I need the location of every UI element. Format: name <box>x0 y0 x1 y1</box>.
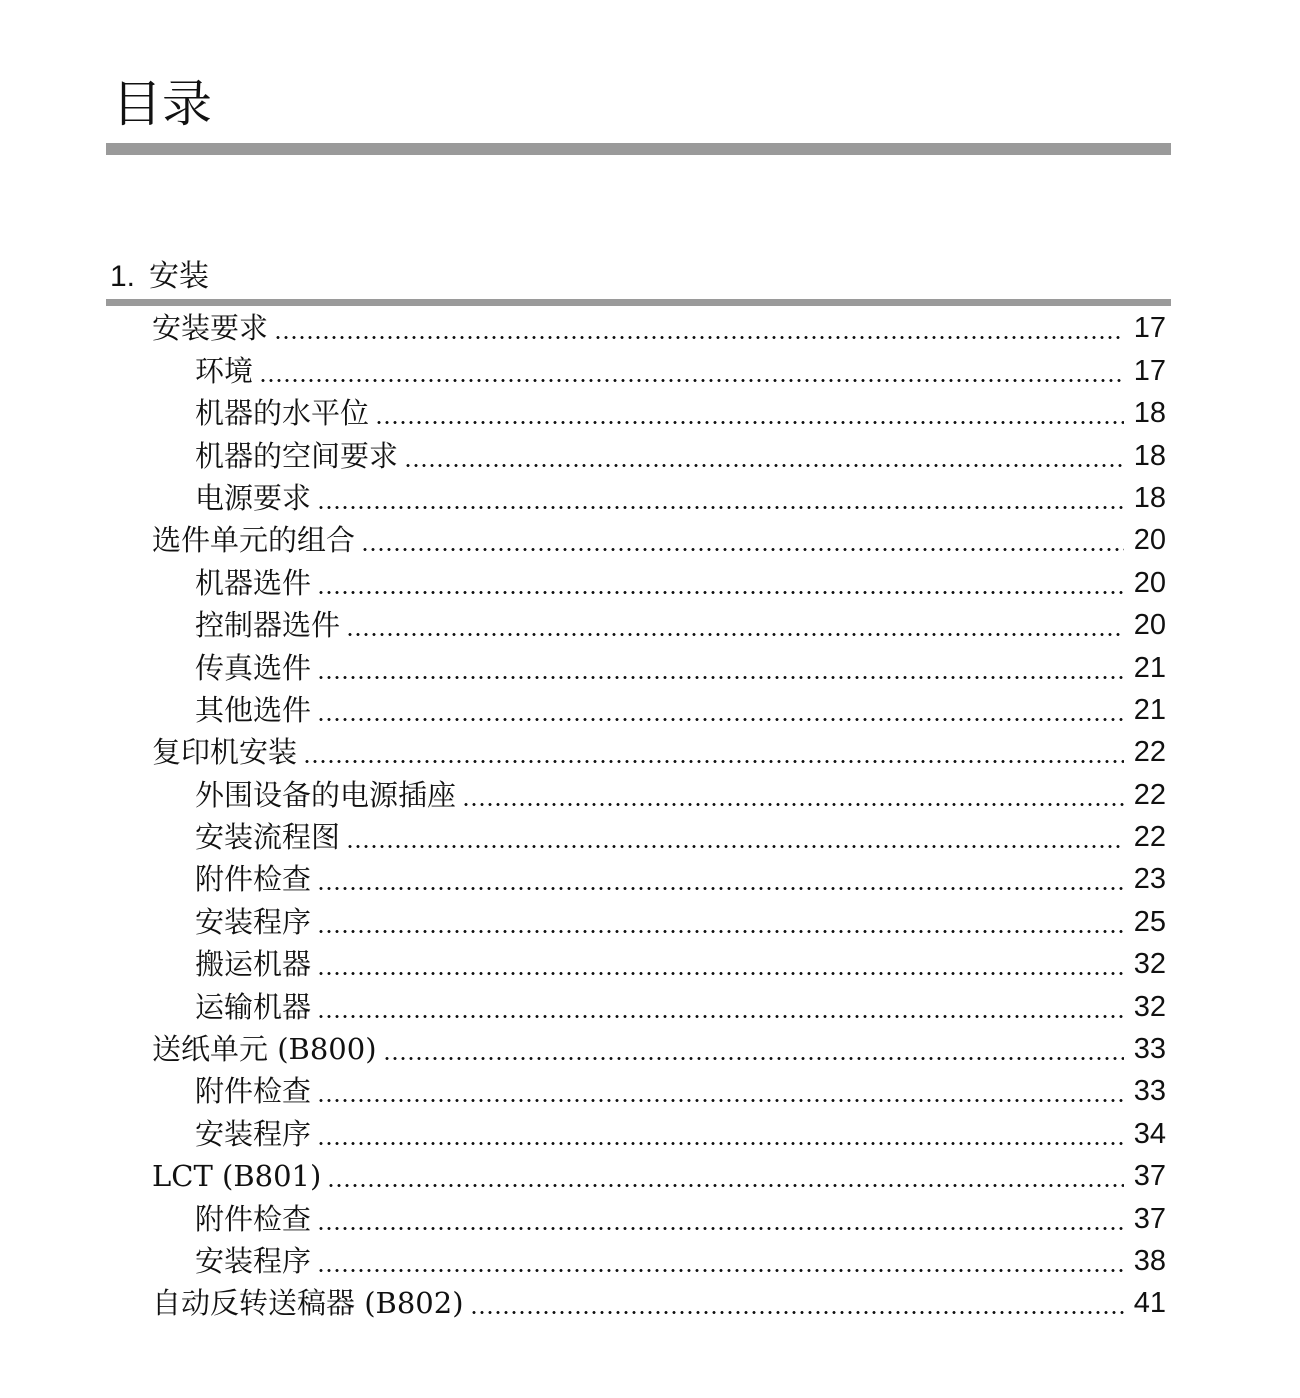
toc-entry[interactable] <box>0 1155 1300 1197</box>
toc-entry-title: 传真选件 <box>195 650 312 685</box>
section-rule <box>106 299 1171 306</box>
toc-entry-title: 搬运机器 <box>195 947 312 982</box>
toc-entry[interactable] <box>0 1028 1300 1070</box>
page-title: 目录 <box>112 75 212 133</box>
toc-entry-page: 21 <box>1133 651 1166 684</box>
toc-entry-page: 38 <box>1133 1244 1166 1277</box>
toc-entry[interactable] <box>0 604 1300 646</box>
toc-entry-page: 23 <box>1133 863 1166 896</box>
dot-leader <box>259 379 1124 382</box>
toc-entry[interactable] <box>0 1112 1300 1154</box>
dot-leader <box>317 1142 1124 1145</box>
section-heading <box>110 258 209 296</box>
toc-entry[interactable] <box>0 985 1300 1027</box>
dot-leader <box>317 1015 1124 1018</box>
dot-leader <box>346 633 1124 636</box>
toc-entry[interactable] <box>0 434 1300 476</box>
toc-entry[interactable] <box>0 731 1300 773</box>
toc-entry-page: 33 <box>1133 1033 1166 1066</box>
toc-entry-page: 17 <box>1133 312 1166 345</box>
toc-entry-title: 附件检查 <box>195 1074 312 1109</box>
toc-entry-page: 21 <box>1133 693 1166 726</box>
toc-entry-page: 41 <box>1133 1287 1166 1320</box>
dot-leader <box>317 930 1124 933</box>
dot-leader <box>317 1227 1124 1230</box>
section-number: 1. <box>110 260 136 293</box>
toc-entry-title: 送纸单元 (B800) <box>152 1032 377 1067</box>
toc-entry-page: 18 <box>1133 397 1166 430</box>
toc-entry[interactable] <box>0 349 1300 391</box>
section-title: 安装 <box>149 259 210 294</box>
toc-entry-title: LCT (B801) <box>152 1159 322 1194</box>
toc-list <box>0 307 1300 1324</box>
toc-entry-page: 18 <box>1133 481 1166 514</box>
toc-entry-page: 20 <box>1133 524 1166 557</box>
toc-entry-page: 37 <box>1133 1202 1166 1235</box>
toc-entry-title: 安装程序 <box>195 904 312 939</box>
toc-entry[interactable] <box>0 392 1300 434</box>
dot-leader <box>346 845 1124 848</box>
toc-entry[interactable] <box>0 477 1300 519</box>
dot-leader <box>462 803 1124 806</box>
toc-entry-page: 37 <box>1133 1160 1166 1193</box>
toc-entry-page: 33 <box>1133 1075 1166 1108</box>
dot-leader <box>303 760 1124 763</box>
toc-entry-title: 附件检查 <box>195 1201 312 1236</box>
toc-entry-page: 34 <box>1133 1117 1166 1150</box>
dot-leader <box>317 676 1124 679</box>
dot-leader <box>317 972 1124 975</box>
toc-entry-title: 其他选件 <box>195 692 312 727</box>
toc-entry-page: 17 <box>1133 354 1166 387</box>
toc-entry[interactable] <box>0 1282 1300 1324</box>
dot-leader <box>327 1184 1124 1187</box>
toc-entry[interactable] <box>0 858 1300 900</box>
toc-entry-title: 安装流程图 <box>195 820 341 855</box>
dot-leader <box>361 548 1124 551</box>
dot-leader <box>375 421 1124 424</box>
dot-leader <box>317 506 1124 509</box>
dot-leader <box>317 718 1124 721</box>
toc-entry-page: 25 <box>1133 905 1166 938</box>
toc-entry-page: 20 <box>1133 566 1166 599</box>
dot-leader <box>383 1057 1124 1060</box>
toc-entry-title: 机器的水平位 <box>195 396 370 431</box>
dot-leader <box>317 1269 1124 1272</box>
dot-leader <box>404 464 1124 467</box>
toc-entry-title: 自动反转送稿器 (B802) <box>152 1286 464 1321</box>
title-rule <box>106 143 1171 155</box>
toc-entry[interactable] <box>0 561 1300 603</box>
dot-leader <box>274 336 1124 339</box>
toc-entry[interactable] <box>0 307 1300 349</box>
toc-entry-page: 22 <box>1133 736 1166 769</box>
toc-entry[interactable] <box>0 646 1300 688</box>
dot-leader <box>317 1099 1124 1102</box>
toc-entry-title: 选件单元的组合 <box>152 523 356 558</box>
dot-leader <box>317 887 1124 890</box>
toc-entry[interactable] <box>0 900 1300 942</box>
toc-entry[interactable] <box>0 1197 1300 1239</box>
toc-entry[interactable] <box>0 1070 1300 1112</box>
toc-entry-title: 安装要求 <box>152 311 269 346</box>
toc-entry-title: 运输机器 <box>195 989 312 1024</box>
toc-entry[interactable] <box>0 773 1300 815</box>
toc-entry-title: 外围设备的电源插座 <box>195 777 457 812</box>
toc-entry-title: 环境 <box>195 353 254 388</box>
toc-entry-page: 32 <box>1133 990 1166 1023</box>
toc-entry-title: 复印机安装 <box>152 735 298 770</box>
toc-entry-page: 32 <box>1133 948 1166 981</box>
toc-entry-title: 机器的空间要求 <box>195 438 399 473</box>
toc-entry-title: 电源要求 <box>195 480 312 515</box>
toc-entry[interactable] <box>0 689 1300 731</box>
toc-entry-page: 20 <box>1133 609 1166 642</box>
toc-entry-title: 控制器选件 <box>195 608 341 643</box>
toc-entry[interactable] <box>0 1240 1300 1282</box>
toc-entry-page: 22 <box>1133 778 1166 811</box>
toc-entry[interactable] <box>0 816 1300 858</box>
toc-entry-title: 安装程序 <box>195 1243 312 1278</box>
toc-entry-page: 22 <box>1133 821 1166 854</box>
toc-entry[interactable] <box>0 519 1300 561</box>
toc-entry[interactable] <box>0 943 1300 985</box>
toc-entry-title: 附件检查 <box>195 862 312 897</box>
toc-entry-title: 安装程序 <box>195 1116 312 1151</box>
toc-entry-page: 18 <box>1133 439 1166 472</box>
dot-leader <box>317 591 1124 594</box>
toc-entry-title: 机器选件 <box>195 565 312 600</box>
dot-leader <box>470 1311 1124 1314</box>
